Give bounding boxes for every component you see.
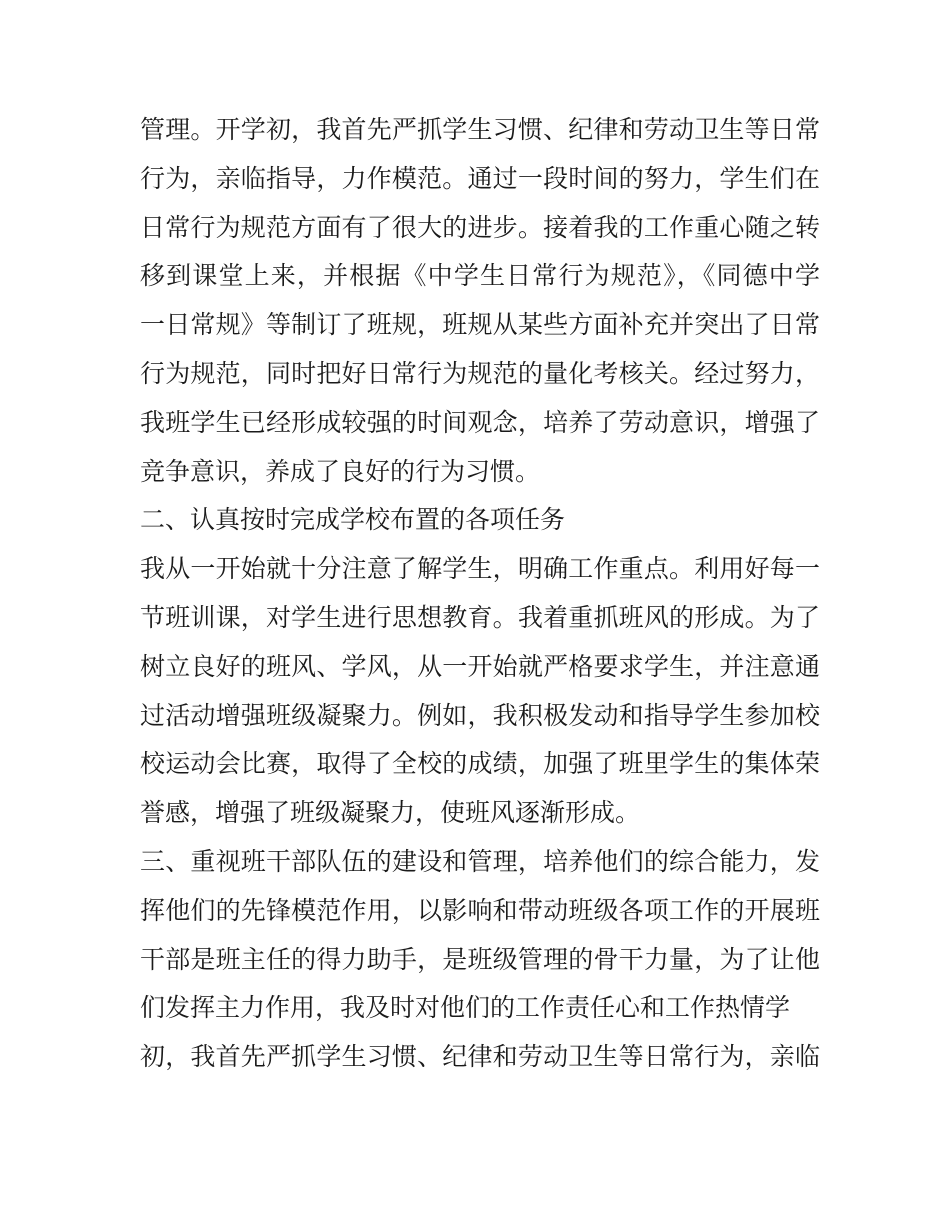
text-line: 初，我首先严抓学生习惯、纪律和劳动卫生等日常行为，亲临 [140, 1042, 820, 1072]
text-line: 挥他们的先锋模范作用，以影响和带动班级各项工作的开展班 [140, 895, 820, 925]
text-line: 竞争意识，养成了良好的行为习惯。 [140, 456, 541, 486]
text-line: 一日常规》等制订了班规，班规从某些方面补充并突出了日常 [140, 310, 820, 340]
text-line: 行为规范，同时把好日常行为规范的量化考核关。经过努力， [140, 358, 820, 388]
document-body [140, 106, 820, 1082]
section-heading: 三、重视班干部队伍的建设和管理，培养他们的综合能力，发 [140, 846, 820, 876]
text-line: 日常行为规范方面有了很大的进步。接着我的工作重心随之转 [140, 212, 820, 242]
text-line: 们发挥主力作用，我及时对他们的工作责任心和工作热情学 [140, 993, 791, 1023]
text-line: 节班训课，对学生进行思想教育。我着重抓班风的形成。为了 [140, 602, 820, 632]
text-line: 树立良好的班风、学风，从一开始就严格要求学生，并注意通 [140, 651, 820, 681]
section-heading: 二、认真按时完成学校布置的各项任务 [140, 505, 566, 535]
text-line: 我班学生已经形成较强的时间观念，培养了劳动意识，增强了 [140, 407, 820, 437]
text-line: 移到课堂上来，并根据《中学生日常行为规范》，《同德中学 [140, 261, 820, 291]
text-line: 管理。开学初，我首先严抓学生习惯、纪律和劳动卫生等日常 [140, 115, 820, 144]
text-line: 干部是班主任的得力助手，是班级管理的骨干力量，为了让他 [140, 944, 820, 974]
text-line: 我从一开始就十分注意了解学生，明确工作重点。利用好每一 [140, 554, 820, 584]
text-line: 誉感，增强了班级凝聚力，使班风逐渐形成。 [140, 798, 641, 828]
text-line: 过活动增强班级凝聚力。例如，我积极发动和指导学生参加校 [140, 700, 820, 730]
text-line: 校运动会比赛，取得了全校的成绩，加强了班里学生的集体荣 [140, 749, 820, 779]
text-line: 行为，亲临指导，力作模范。通过一段时间的努力，学生们在 [140, 163, 820, 193]
